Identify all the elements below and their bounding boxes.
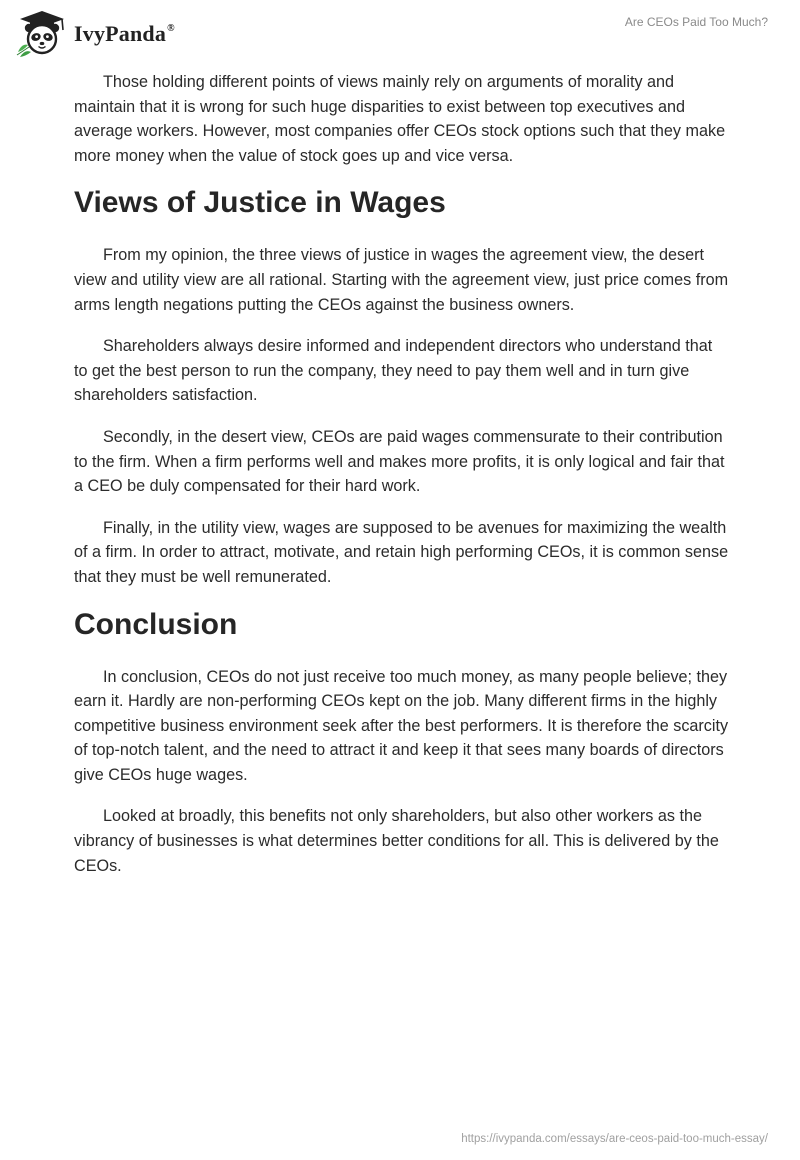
source-url-link[interactable]: https://ivypanda.com/essays/are-ceos-paid-too-much-essay/ bbox=[461, 1133, 768, 1145]
ivypanda-logo[interactable] bbox=[14, 8, 175, 58]
paragraph: Secondly, in the desert view, CEOs are paid wages commensurate to their contribution to the firm. When a firm performs well and makes more profits, it is only logical and fair that a CEO be duly compensated for their hard work. bbox=[74, 427, 725, 496]
section-heading-conclusion: Conclusion bbox=[74, 607, 238, 641]
document-title: Are CEOs Paid Too Much? bbox=[624, 15, 768, 29]
brand-name: IvyPanda® bbox=[74, 21, 175, 46]
paragraph: Finally, in the utility view, wages are supposed to be avenues for maximizing the wealth of a firm. In order to attract, motivate, and retain high performing CEOs, it is common sense that they must be well remunerated. bbox=[74, 518, 729, 586]
registered-mark: ® bbox=[167, 22, 175, 34]
article-body bbox=[74, 70, 730, 895]
paragraph: Looked at broadly, this benefits not only shareholders, but also other workers as the vibrancy of businesses is what determines better conditions for all. This is delivered by the CEOs. bbox=[74, 807, 719, 875]
intro-paragraph: Those holding different points of views mainly rely on arguments of morality and maintain that it is wrong for such huge disparities to exist between top executives and average workers. However, most companies offer CEOs stock options such that they make more money when the value of stock goes up and vice versa. bbox=[74, 73, 726, 165]
paragraph: From my opinion, the three views of justice in wages the agreement view, the desert view and utility view are all rational. Starting with the agreement view, just price comes from arms length negations putting the CEOs against the business owners. bbox=[74, 246, 729, 314]
page-header bbox=[0, 0, 800, 64]
section-heading-views-of-justice: Views of Justice in Wages bbox=[74, 186, 446, 220]
panda-graduate-icon bbox=[14, 8, 70, 58]
paragraph: In conclusion, CEOs do not just receive too much money, as many people believe; they earn it. Hardly are non-performing CEOs kept on the job. Many different firms in the highly competitive business environment seek after the best performers. It is therefore the scarcity of top-notch talent, and the need to attract it and keep it that sees many boards of directors give CEOs huge wages. bbox=[74, 667, 729, 784]
paragraph: Shareholders always desire informed and independent directors who understand that to get the best person to run the company, they need to pay them well and in turn give shareholders satisfaction. bbox=[74, 337, 713, 405]
